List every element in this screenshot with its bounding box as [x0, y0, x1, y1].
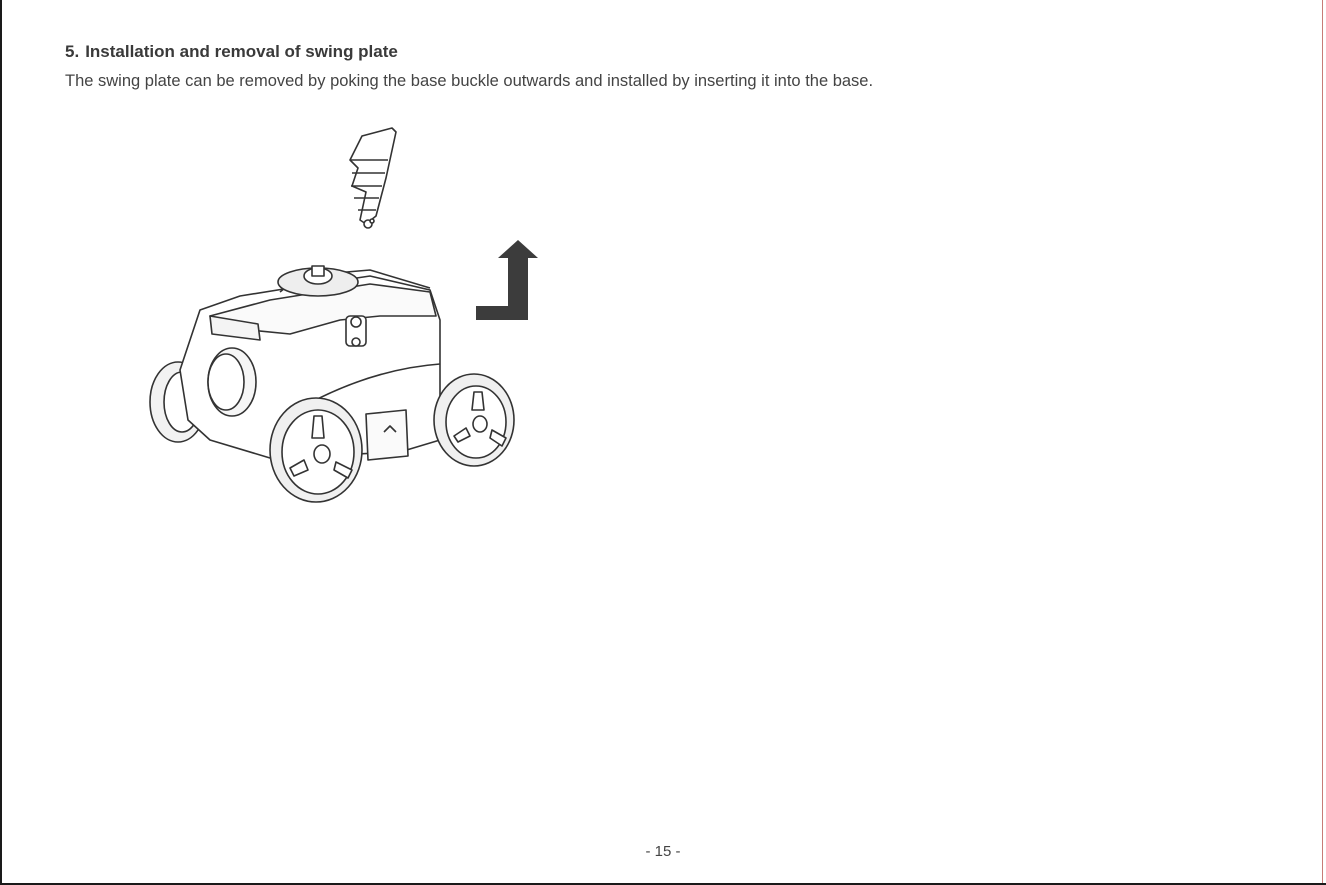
section-instructions: The swing plate can be removed by poking the base buckle outwards and installed by inserting it into the base.: [65, 72, 874, 90]
page-number: - 15 -: [645, 843, 681, 860]
section-number: 5.: [65, 42, 80, 61]
pool-robot-icon: [150, 266, 514, 502]
page-edge-right: [1322, 0, 1323, 885]
page-edge-left: [0, 0, 2, 885]
swing-plate-illustration: [140, 120, 550, 515]
section-title: Installation and removal of swing plate: [85, 42, 398, 61]
section-heading: [65, 42, 398, 62]
arrow-up-icon: [476, 240, 538, 320]
swing-plate-icon: [350, 128, 396, 228]
